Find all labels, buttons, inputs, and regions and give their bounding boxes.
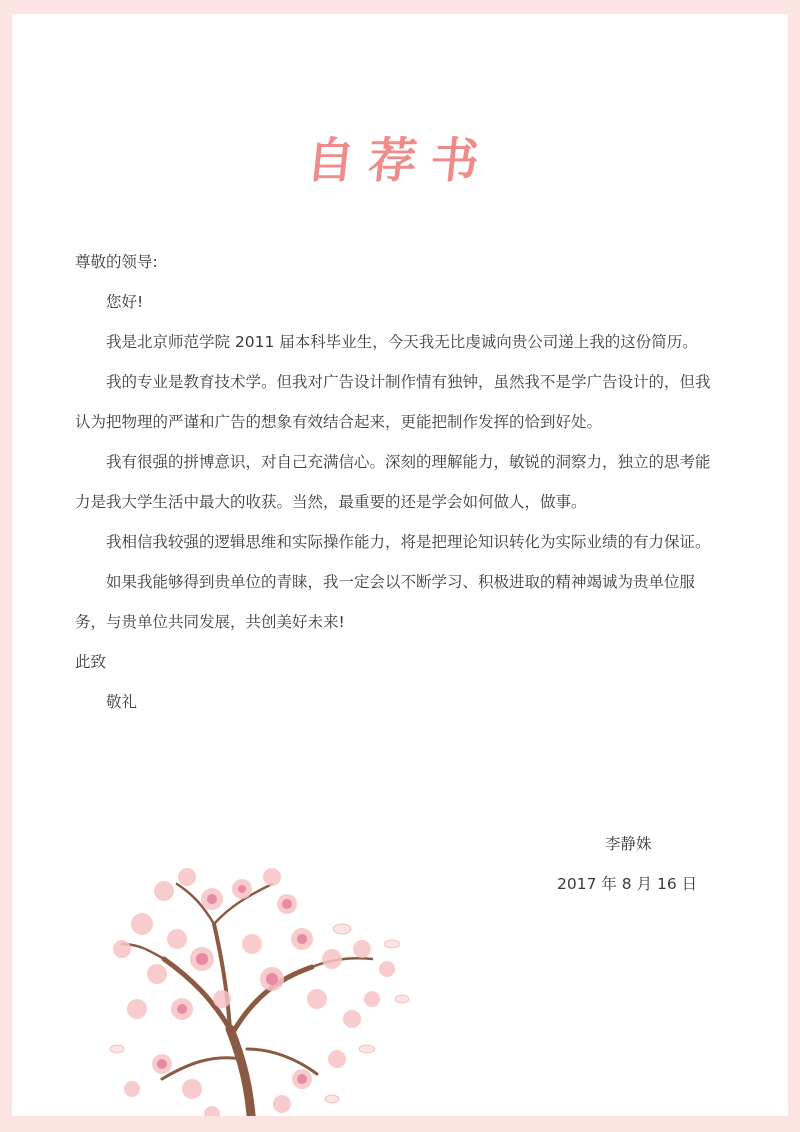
signature-name: 李静姝: [605, 835, 652, 853]
signature-date: 2017 年 8 月 16 日: [557, 875, 698, 893]
paragraph-commitment: 如果我能够得到贵单位的青睐，我一定会以不断学习、积极进取的精神竭诚为贵单位服务，与贵单位共同发展，共创美好未来!: [75, 573, 696, 631]
letter-body: [75, 242, 725, 722]
paragraph-strengths: 我有很强的拼博意识，对自己充满信心。深刻的理解能力，敏锐的洞察力，独立的思考能力是我大学生活中最大的收获。当然，最重要的还是学会如何做人，做事。: [75, 453, 711, 511]
closing-line-2: 敬礼: [106, 693, 138, 711]
page-title: 自荐书: [303, 133, 496, 189]
cherry-blossom-tree-illustration: [102, 849, 422, 1116]
closing-line-1: 此致: [75, 653, 107, 671]
paragraph-greeting: 您好!: [106, 293, 144, 311]
paragraph-intro: 我是北京师范学院 2011 届本科毕业生，今天我无比虔诚向贵公司递上我的这份简历。: [106, 333, 698, 351]
salutation: 尊敬的领导:: [75, 253, 158, 271]
paragraph-major: 我的专业是教育技术学。但我对广告设计制作情有独钟，虽然我不是学广告设计的，但我认为把物理的严谨和广告的想象有效结合起来，更能把制作发挥的恰到好处。: [75, 373, 711, 431]
letter-page: [12, 14, 788, 1116]
paragraph-abilities: 我相信我较强的逻辑思维和实际操作能力，将是把理论知识转化为实际业绩的有力保证。: [106, 533, 711, 551]
